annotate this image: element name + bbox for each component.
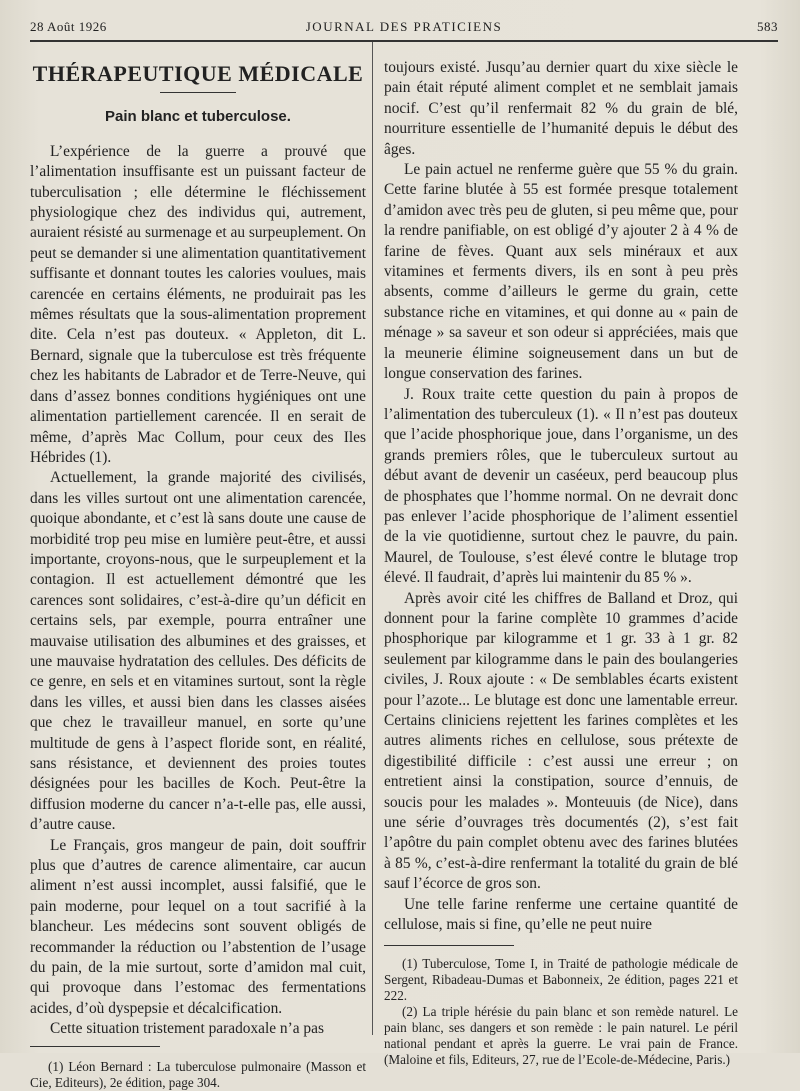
footnote-rule	[30, 1046, 160, 1047]
left-column	[30, 58, 366, 1091]
header-rule	[30, 40, 778, 42]
left-footnote	[30, 1059, 366, 1091]
running-header	[30, 19, 778, 39]
right-paragraph-5: Une telle farine renferme une certaine quantité de cellulose, mais si fine, qu’elle ne peut nuire	[384, 895, 738, 934]
left-paragraph-2: Actuellement, la grande majorité des civilisés, dans les villes surtout ont une alimentation carencée, quoique abondante, et c’est là sans doute une cause de morbidité trop peu mise en lumière peut-être, et aussi importante, croyons-nous, que le surpeuplement et la contagion. Il est actuellement démontré que les carences sont solidaires, c’est-à-dire qu’un déficit en certains sels, par exemple, pourra entraîner une mauvaise utilisation des albumines et des graisses, et une mauvaise hydratation des cellules. Des déficits de ce genre, en sels et en vitamines surtout, sont la règle dans les villes, et aussi bien dans les classes aisées que chez le travailleur manuel, en sorte qu’une multitude de gens à l’aspect floride sont, en réalité, sans résistance, et deviennent des proies toutes désignées pour les bacilles de Koch. Peut-être la diffusion moderne du cancer n’a-t-elle pas, elle aussi, d’autre cause.	[30, 469, 366, 834]
footnote-1: (1) Tuberculose, Tome I, in Traité de pathologie médicale de Sergent, Ribadeau-Dumas et Babonneix, 2e édition, pages 221 et 222.	[384, 956, 738, 1004]
header-date: 28 Août 1926	[30, 19, 107, 34]
column-divider	[372, 42, 373, 1035]
title-rule	[160, 92, 236, 93]
right-paragraph-1: toujours existé. Jusqu’au dernier quart du xixe siècle le pain était réputé aliment complet et ne semblait jamais nocif. C’est qu’il renfermait 82 % du grain de blé, nourriture essentielle de l’humanité depuis le début des âges.	[384, 59, 738, 158]
right-paragraph-2: Le pain actuel ne renferme guère que 55 % du grain. Cette farine blutée à 55 est formée presque totalement d’amidon avec très peu de gluten, si peu même que, pour la rendre panifiable, on est obligé d’y ajouter 2 à 4 % de farine de fèves. Quant aux sels minéraux et aux vitamines et ferments divers, ils en sont à peu près absents, comme d’ailleurs le germe du grain, cette substance riche en vitamines, et qui donne au « pain de ménage » sa saveur et son odeur si appréciées, mais que la meunerie élimine soigneusement dans un but de longue conservation des farines.	[384, 161, 738, 383]
left-paragraph-4: Cette situation tristement paradoxale n’a pas	[50, 1020, 324, 1038]
right-paragraph-4: Après avoir cité les chiffres de Balland et Droz, qui donnent pour la farine complète 10 grammes d’acide phosphorique par kilogramme et 1 gr. 33 à 1 gr. 82 seulement par kilogramme dans le pain des boulangeries civiles, J. Roux ajoute : « De semblables écarts existent pour l’azote... Le blutage est donc une lamentable erreur. Certains cliniciens rejettent les farines complètes et les autres aliments riches en cellulose, sous prétexte de digestibilité difficile : c’est aussi une erreur ; on entretient ainsi la constipation, source d’ennuis, de soucis pour les malades ». Monteuuis (de Nice), dans une série d’ouvrages très documentés (2), s’est fait l’apôtre du pain complet obtenu avec des farines blutées à 85 %, c’est-à-dire renfermant la totalité du grain de blé sauf l’écorce de gros son.	[384, 589, 738, 893]
left-paragraph-1: L’expérience de la guerre a prouvé que l’alimentation insuffisante est un puissant facteur de tuberculisation ; elle détermine le fléchissement physiologique chez des individus qui, autrement, auraient résisté au surmenage et au surpeuplement. On peut se demander si une alimentation quantitativement suffisante et donnant toutes les calories voulues, mais carencée en certains éléments, ne produirait pas les mêmes résultats que la sous-alimentation proprement dite. Cela n’est pas douteux. « Appleton, dit L. Bernard, signale que la tuberculose est très fréquente chez les habitants de Labrador et de Terre-Neuve, qui dans d’assez bonnes conditions hygiéniques ont une alimentation partiellement carencée. Il en serait de même, d’après Mac Collum, pour ceux des Iles Hébrides (1).	[30, 142, 366, 466]
right-column	[384, 58, 738, 1068]
footnote-1: (1) Léon Bernard : La tuberculose pulmonaire (Masson et Cie, Editeurs), 2e édition, page 304.	[30, 1058, 366, 1090]
article-title: Pain blanc et tuberculose.	[105, 108, 291, 126]
header-page-number: 583	[757, 19, 778, 34]
section-title: THÉRAPEUTIQUE MÉDICALE	[32, 61, 364, 86]
footnote-2: (2) La triple hérésie du pain blanc et son remède naturel. Le pain blanc, ses dangers et son remède : le pain naturel. Le péril national pendant et après la guerre. Le vrai pain de France. (Maloine et fils, Editeurs, 27, rue de l’Ecole-de-Médecine, Paris.)	[384, 1004, 738, 1068]
header-journal-title: JOURNAL DES PRATICIENS	[305, 19, 503, 34]
footnote-rule	[384, 945, 514, 946]
right-footnotes	[384, 956, 738, 1068]
right-paragraph-3: J. Roux traite cette question du pain à propos de l’alimentation des tuberculeux (1). « Il n’est pas douteux que l’acide phosphorique joue, dans l’organisme, un des grands premiers rôles, que le tuberculeux surtout au début avant de devenir un caséeux, perd beaucoup plus de phosphates que l’homme normal. On ne devrait donc pas enlever l’acide phosphorique de l’aliment essentiel de la vie quotidienne, surtout chez le pauvre, du pain. Maurel, de Toulouse, s’est élevé contre le blutage trop élevé. Il faudrait, d’après lui maintenir du 85 % ».	[384, 385, 738, 587]
left-paragraph-3: Le Français, gros mangeur de pain, doit souffrir plus que d’autres de carence alimentaire, car aucun aliment n’est aussi incomplet, aussi falsifié, que le pain moderne, pour lequel on a tout sacrifié à la blancheur. Les médecins sont souvent obligés de recommander la réduction ou l’abstention de l’usage du pain, de la mie surtout, sorte d’amidon mal cuit, qui provoque dans l’estomac des fermentations acides, d’où dyspepsie et décalcification.	[30, 836, 366, 1017]
